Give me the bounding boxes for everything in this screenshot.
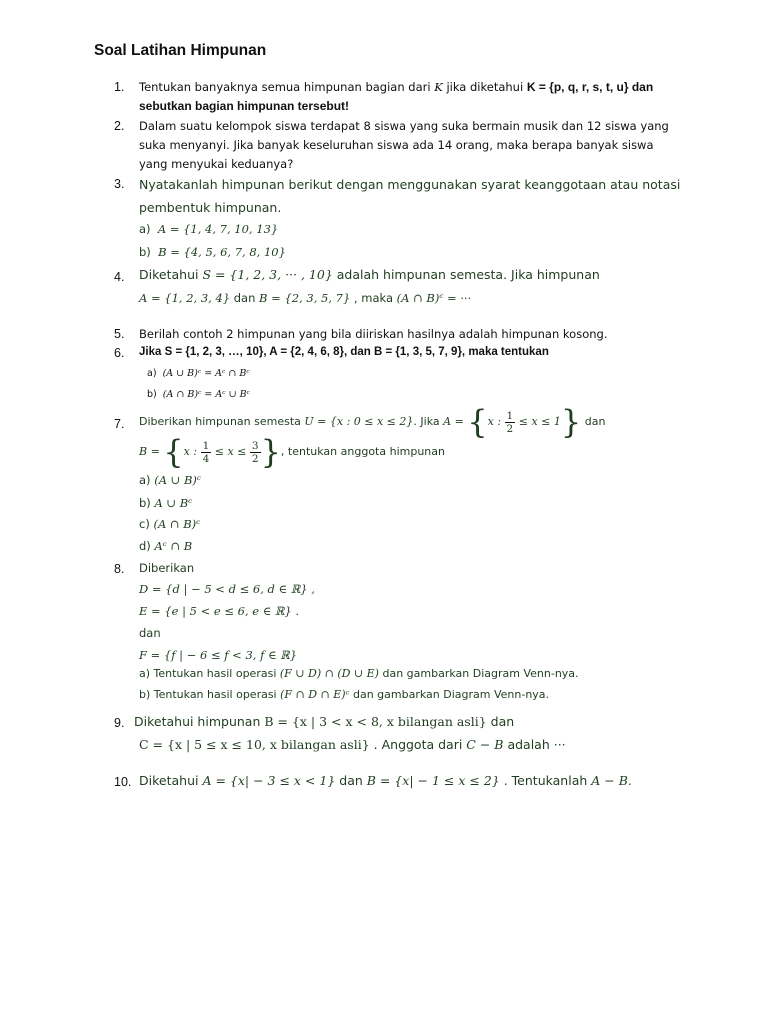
question-number: 1.	[114, 80, 125, 94]
question-4-line-1: Diketahui S = {1, 2, 3, ··· , 10} adalah himpunan semesta. Jika himpunan	[139, 267, 600, 282]
question-number: 4.	[114, 270, 125, 284]
question-6-item-a: a) (A ∪ B)ᶜ = Aᶜ ∩ Bᶜ	[147, 368, 250, 379]
question-9-line-1: Diketahui himpunan B = {x | 3 < x < 8, x bilangan asli} dan	[134, 714, 515, 729]
question-6-item-b: b) (A ∩ B)ᶜ = Aᶜ ∪ Bᶜ	[147, 389, 250, 400]
question-8-dan: dan	[139, 626, 161, 640]
page-title: Soal Latihan Himpunan	[94, 42, 267, 59]
question-7-item-a: a) (A ∪ B)ᶜ	[139, 473, 201, 487]
question-1-line-1: Tentukan banyaknya semua himpunan bagian dari K jika diketahui K = {p, q, r, s, t, u} dan	[139, 80, 654, 94]
question-number: 5.	[114, 327, 125, 341]
question-7-line-2: B = {x : $\frac{1}{4}$ ≤ x ≤ $\frac{3}{2}$ }, tentukan anggota himpunan	[139, 433, 445, 471]
question-2-line-3: yang menyukai keduanya?	[139, 157, 294, 171]
question-8-item-a: a) Tentukan hasil operasi (F ∪ D) ∩ (D ∪ E) dan gambarkan Diagram Venn-nya.	[139, 667, 579, 680]
question-7-line-1: Diberikan himpunan semesta U = {x : 0 ≤ x ≤ 2}. Jika A = {x : $\frac{1}{2}$ ≤ x ≤ 1} dan	[139, 403, 606, 441]
question-7-item-d: d) Aᶜ ∩ B	[139, 539, 193, 553]
question-8-set-f: F = {f | − 6 ≤ f < 3, f ∈ ℝ}	[139, 648, 298, 662]
question-3-line-1: Nyatakanlah himpunan berikut dengan menggunakan syarat keanggotaan atau notasi	[139, 177, 681, 192]
question-number: 9.	[114, 716, 125, 730]
question-3-line-2: pembentuk himpunan.	[139, 200, 282, 215]
question-8-line-1: Diberikan	[139, 561, 195, 575]
question-10-line-1: Diketahui A = {x| − 3 ≤ x < 1} dan B = {x| − 1 ≤ x ≤ 2} . Tentukanlah A − B.	[139, 773, 632, 788]
question-3-item-a: a) A = {1, 4, 7, 10, 13}	[139, 222, 279, 236]
question-1-line-2: sebutkan bagian himpunan tersebut!	[139, 99, 350, 113]
question-2-line-2: suka menyanyi. Jika banyak keseluruhan siswa ada 14 orang, maka berapa banyak siswa	[139, 138, 654, 152]
question-number: 7.	[114, 417, 125, 431]
question-7-item-c: c) (A ∩ B)ᶜ	[139, 517, 201, 531]
question-8-item-b: b) Tentukan hasil operasi (F ∩ D ∩ E)ᶜ dan gambarkan Diagram Venn-nya.	[139, 688, 550, 701]
question-8-set-d: D = {d | − 5 < d ≤ 6, d ∈ ℝ} ,	[139, 582, 315, 596]
question-number: 6.	[114, 346, 125, 360]
question-3-item-b: b) B = {4, 5, 6, 7, 8, 10}	[139, 245, 286, 259]
question-4-line-2: A = {1, 2, 3, 4} dan B = {2, 3, 5, 7} , maka (A ∩ B)ᶜ = ···	[139, 291, 472, 305]
question-5-line-1: Berilah contoh 2 himpunan yang bila diiriskan hasilnya adalah himpunan kosong.	[139, 327, 608, 341]
question-number: 3.	[114, 177, 125, 191]
question-9-line-2: C = {x | 5 ≤ x ≤ 10, x bilangan asli} . Anggota dari C − B adalah ···	[139, 737, 566, 752]
question-8-set-e: E = {e | 5 < e ≤ 6, e ∈ ℝ} .	[139, 604, 300, 618]
question-number: 10.	[114, 775, 132, 789]
question-number: 2.	[114, 119, 125, 133]
question-number: 8.	[114, 562, 125, 576]
question-7-item-b: b) A ∪ Bᶜ	[139, 496, 193, 510]
question-6-line-1: Jika S = {1, 2, 3, …, 10}, A = {2, 4, 6, 8}, dan B = {1, 3, 5, 7, 9}, maka tentukan	[139, 346, 549, 358]
question-2-line-1: Dalam suatu kelompok siswa terdapat 8 siswa yang suka bermain musik dan 12 siswa yang	[139, 119, 669, 133]
